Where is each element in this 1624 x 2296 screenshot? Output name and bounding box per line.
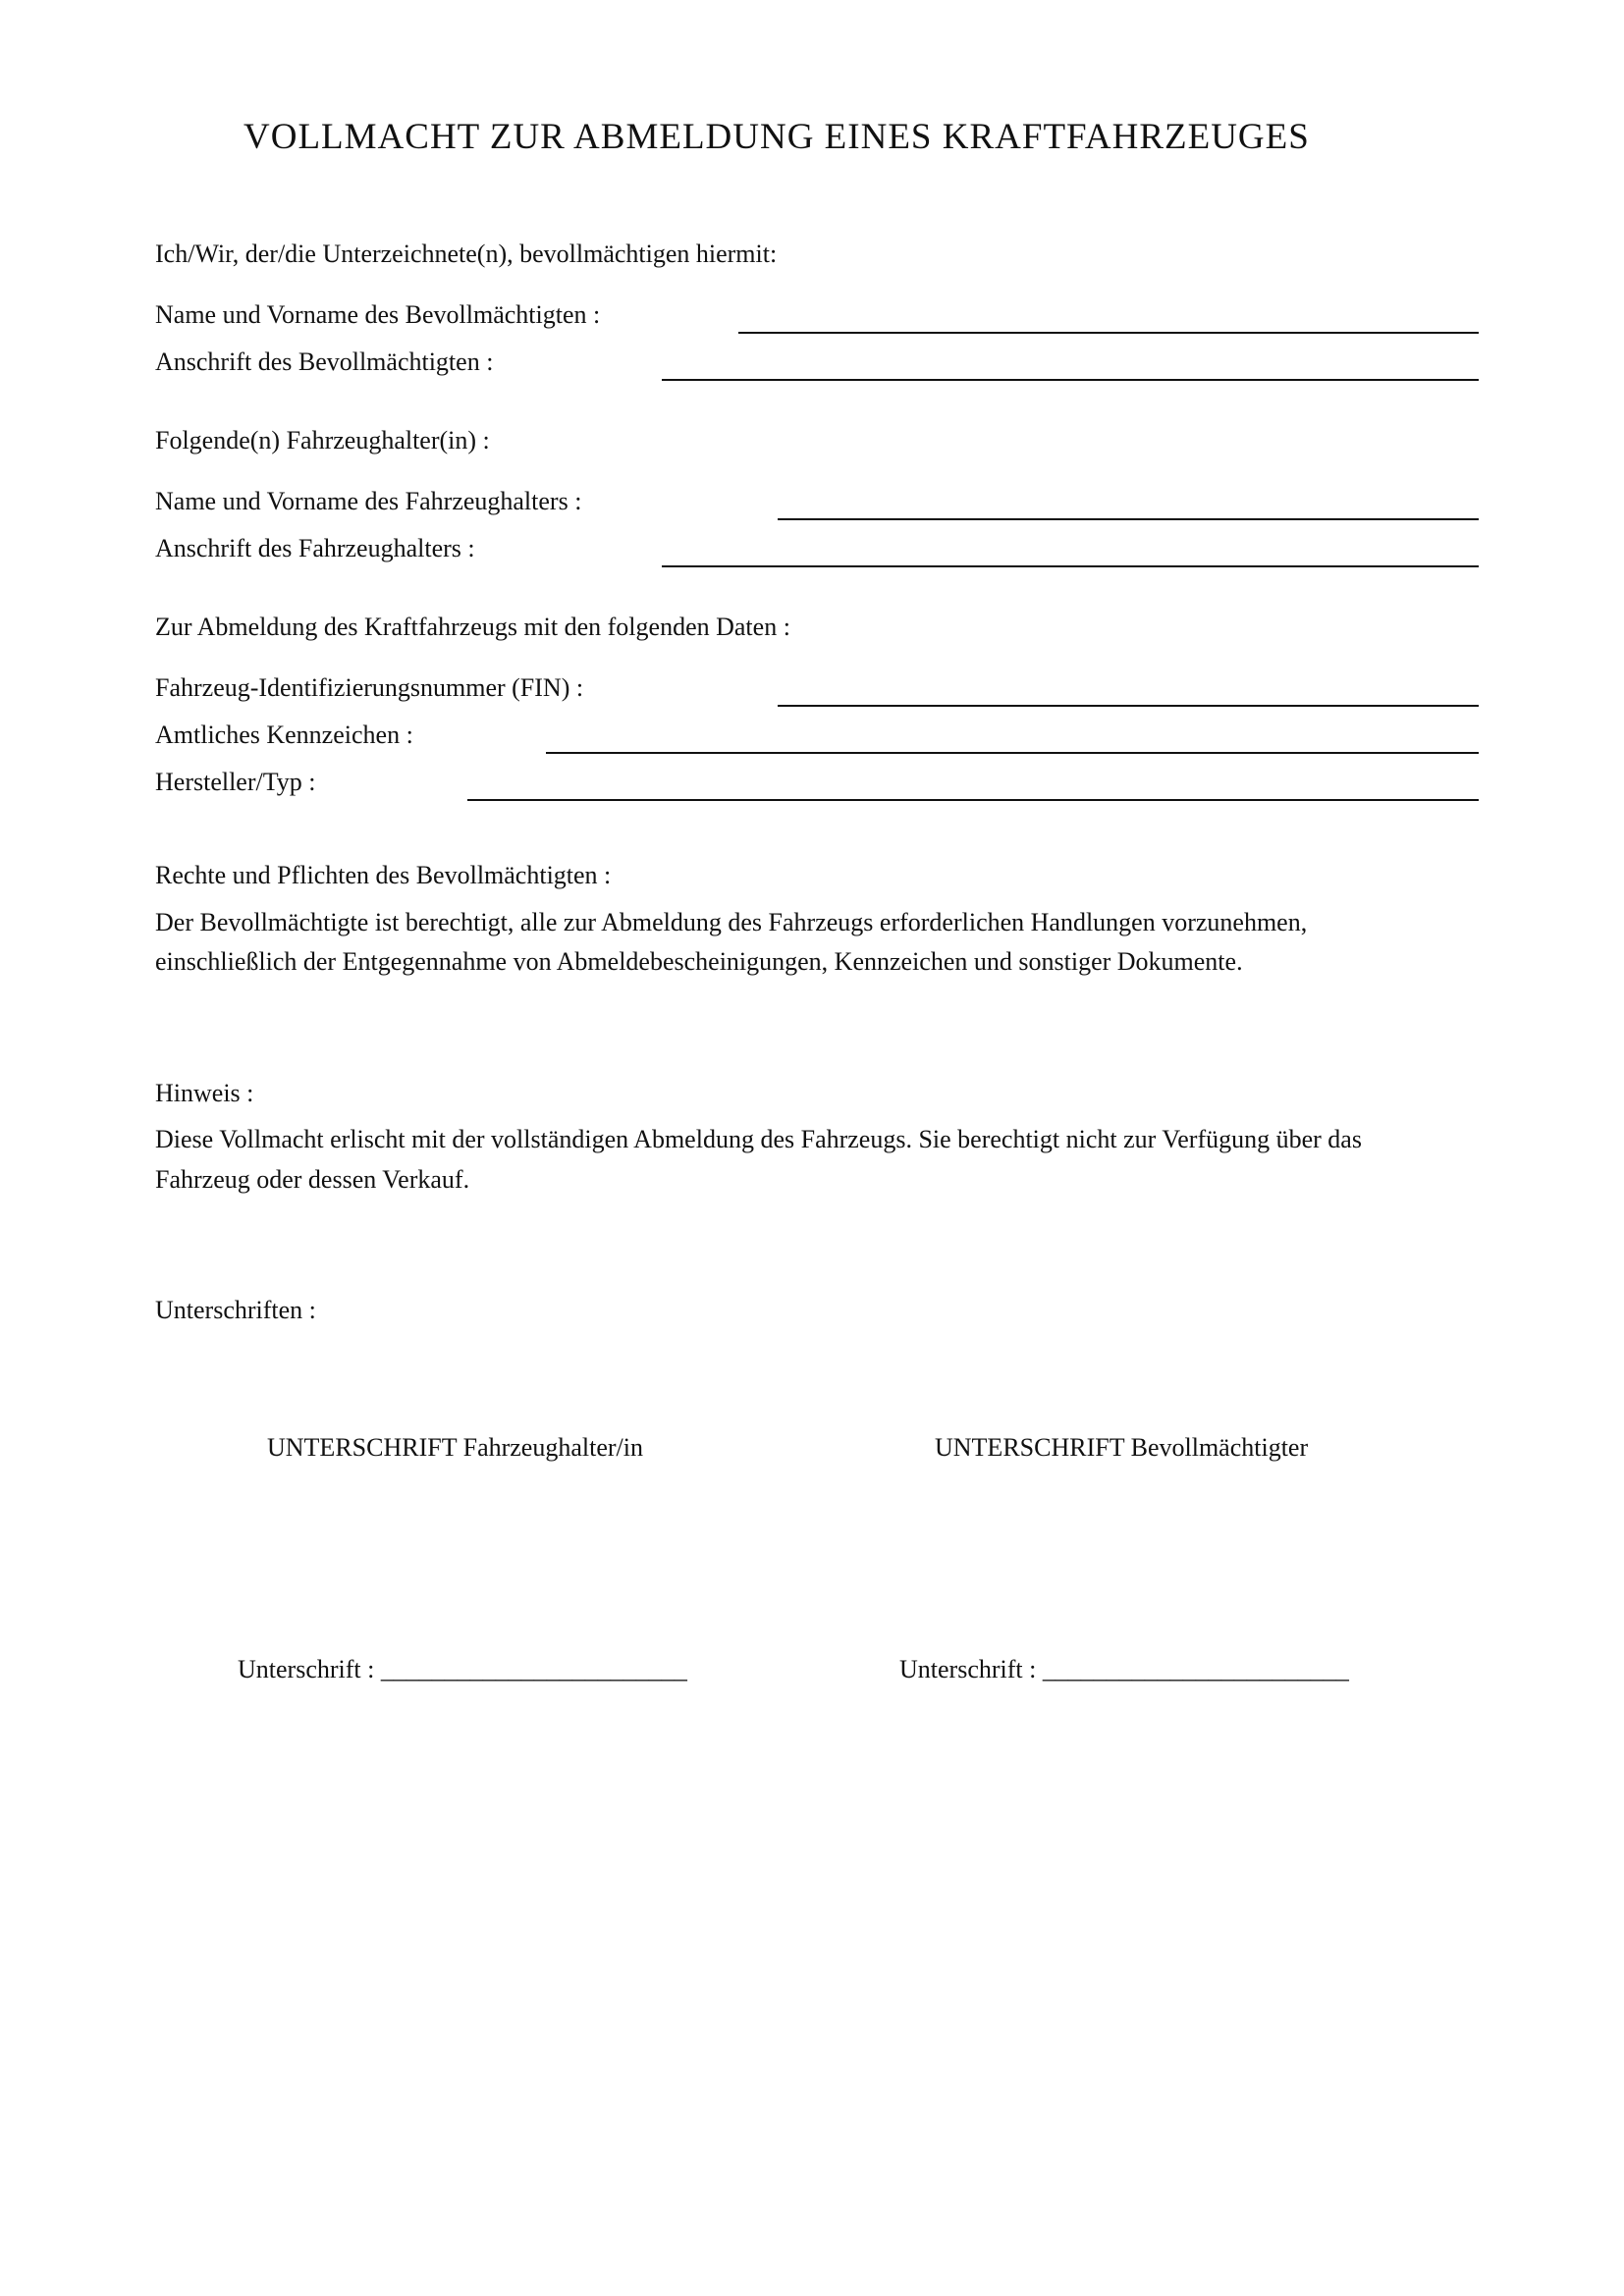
holder-signature-line[interactable]: Unterschrift : ________________________ bbox=[238, 1655, 687, 1683]
agent-address-label: Anschrift des Bevollmächtigten : bbox=[155, 347, 494, 376]
holder-name-field[interactable] bbox=[778, 518, 1479, 520]
agent-signature-line[interactable]: Unterschrift : ________________________ bbox=[899, 1655, 1349, 1683]
agent-name-label: Name und Vorname des Bevollmächtigten : bbox=[155, 300, 601, 329]
license-plate-field[interactable] bbox=[546, 752, 1479, 754]
signatures-heading: Unterschriften : bbox=[155, 1296, 316, 1324]
license-plate-label: Amtliches Kennzeichen : bbox=[155, 721, 413, 749]
note-text-line-2: Fahrzeug oder dessen Verkauf. bbox=[155, 1165, 470, 1194]
agent-signature-heading: UNTERSCHRIFT Bevollmächtigter bbox=[935, 1433, 1309, 1462]
rights-text-line-2: einschließlich der Entgegennahme von Abmeldebescheinigungen, Kennzeichen und sonstiger Dokumente. bbox=[155, 947, 1243, 976]
agent-name-field[interactable] bbox=[738, 332, 1479, 334]
holder-heading: Folgende(n) Fahrzeughalter(in) : bbox=[155, 426, 490, 454]
vehicle-heading: Zur Abmeldung des Kraftfahrzeugs mit den folgenden Daten : bbox=[155, 613, 790, 641]
vin-field[interactable] bbox=[778, 705, 1479, 707]
vin-label: Fahrzeug-Identifizierungsnummer (FIN) : bbox=[155, 673, 584, 702]
holder-address-label: Anschrift des Fahrzeughalters : bbox=[155, 534, 475, 562]
manufacturer-field[interactable] bbox=[467, 799, 1479, 801]
agent-address-field[interactable] bbox=[662, 379, 1479, 381]
document-title: VOLLMACHT ZUR ABMELDUNG EINES KRAFTFAHRZEUGES bbox=[244, 117, 1310, 157]
holder-signature-heading: UNTERSCHRIFT Fahrzeughalter/in bbox=[267, 1433, 643, 1462]
rights-heading: Rechte und Pflichten des Bevollmächtigten : bbox=[155, 861, 612, 889]
rights-text-line-1: Der Bevollmächtigte ist berechtigt, alle zur Abmeldung des Fahrzeugs erforderlichen Handlungen vorzunehmen, bbox=[155, 908, 1308, 936]
manufacturer-label: Hersteller/Typ : bbox=[155, 768, 316, 796]
holder-name-label: Name und Vorname des Fahrzeughalters : bbox=[155, 487, 582, 515]
note-text-line-1: Diese Vollmacht erlischt mit der vollständigen Abmeldung des Fahrzeugs. Sie berechtigt nicht zur Verfügung über das bbox=[155, 1125, 1362, 1153]
note-heading: Hinweis : bbox=[155, 1079, 254, 1107]
holder-address-field[interactable] bbox=[662, 565, 1479, 567]
intro-text: Ich/Wir, der/die Unterzeichnete(n), bevollmächtigen hiermit: bbox=[155, 240, 778, 268]
